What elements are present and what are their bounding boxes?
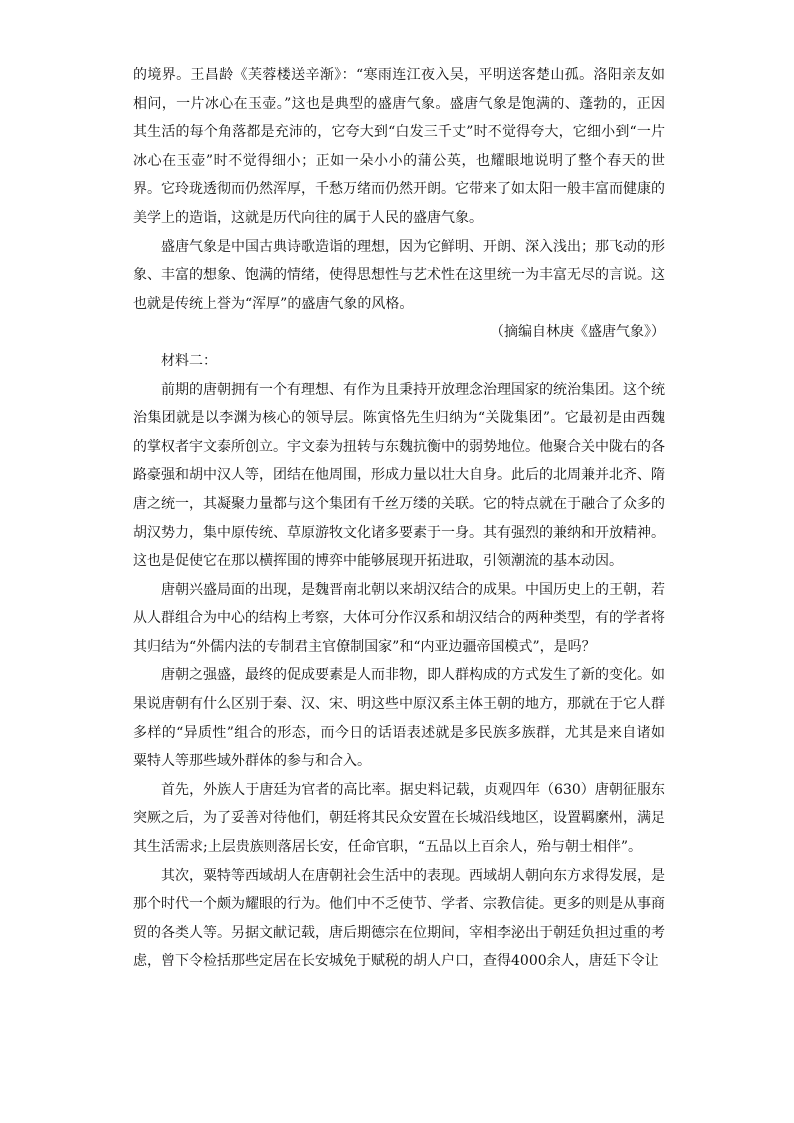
material-two-paragraph-2: 唐朝兴盛局面的出现，是魏晋南北朝以来胡汉结合的成果。中国历史上的王朝，若从人群组合为中心的结构上考察，大体可分作汉系和胡汉结合的两种类型，有的学者将其归结为“外儒内法的专制君主官僚制国家”和“内亚边疆帝国模式”，是吗？ (133, 581, 665, 655)
material-one-paragraph-1: 的境界。王昌龄《芙蓉楼送辛渐》：“寒雨连江夜入吴，平明送客楚山孤。洛阳亲友如相问，一片冰心在玉壶。”这也是典型的盛唐气象。盛唐气象是饱满的、蓬勃的，正因其生活的每个角落都是充沛的，它夸大到“白发三千丈”时不觉得夸大，它细小到“一片冰心在玉壶”时不觉得细小；正如一朵小小的蒲公英，也耀眼地说明了整个春天的世界。它玲珑透彻而仍然浑厚，千愁万绪而仍然开朗。它带来了如太阳一般丰富而健康的美学上的造诣，这就是历代向往的属于人民的盛唐气象。 (133, 67, 665, 226)
material-two-paragraph-4: 首先，外族人于唐廷为官者的高比率。据史料记载，贞观四年（630）唐朝征服东突厥之后，为了妥善对待他们，朝廷将其民众安置在长城沿线地区，设置羁縻州，满足其生活需求;上层贵族则落居长安，任命官职，“五品以上百余人，殆与朝士相伴”。 (133, 781, 665, 856)
material-two-heading: 材料二： (161, 352, 217, 369)
material-two-paragraph-3: 唐朝之强盛，最终的促成要素是人而非物，即人群构成的方式发生了新的变化。如果说唐朝有什么区别于秦、汉、宋、明这些中原汉系主体王朝的地方，那就在于它人群多样的“异质性”组合的形态，而今日的话语表述就是多民族多族群，尤其是来自诸如粟特人等那些域外群体的参与和合入。 (133, 667, 665, 770)
document-page (133, 61, 665, 976)
material-one-source: （摘编自林庚《盛唐气象》） (490, 324, 665, 341)
material-two-paragraph-5: 其次，粟特等西域胡人在唐朝社会生活中的表现。西域胡人朝向东方求得发展，是那个时代一个颇为耀眼的行为。他们中不乏使节、学者、宗教信徒。更多的则是从事商贸的各类人等。另据文献记载，唐后期德宗在位期间，宰相李泌出于朝廷负担过重的考虑，曾下令检括那些定居在长安城免于赋税的胡人户口，查得4000余人，唐廷下令让 (133, 867, 665, 970)
material-one-paragraph-2: 盛唐气象是中国古典诗歌造诣的理想，因为它鲜明、开朗、深入浅出；那飞动的形象、丰富的想象、饱满的情绪，使得思想性与艺术性在这里统一为丰富无尽的言说。这也就是传统上誉为“浑厚”的盛唐气象的风格。 (133, 238, 665, 312)
material-two-paragraph-1: 前期的唐朝拥有一个有理想、有作为且秉持开放理念治理国家的统治集团。这个统治集团就是以李渊为核心的领导层。陈寅恪先生归纳为“关陇集团”。它最初是由西魏的掌权者宇文泰所创立。宇文泰为扭转与东魏抗衡中的弱势地位。他聚合关中陇右的各路豪强和胡中汉人等，团结在他周围，形成力量以壮大自身。此后的北周兼并北齐、隋唐之统一，其凝聚力量都与这个集团有千丝万缕的关联。它的特点就在于融合了众多的胡汉势力，集中原传统、草原游牧文化诸多要素于一身。其有强烈的兼纳和开放精神。这也是促使它在那以横挥围的博弈中能够展现开拓进取，引领潮流的基本动因。 (133, 381, 665, 570)
